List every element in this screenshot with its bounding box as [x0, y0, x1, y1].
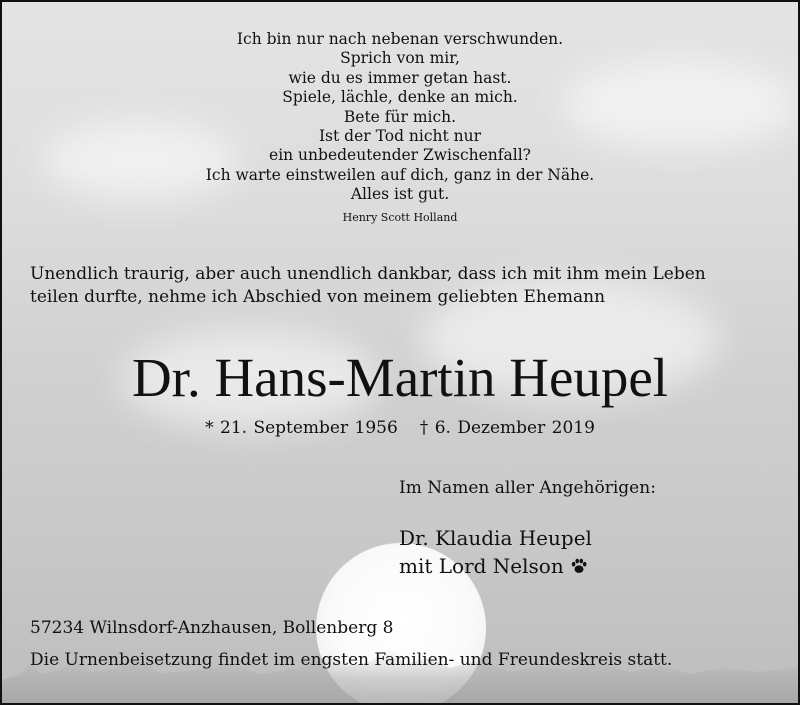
intro-line: Unendlich traurig, aber auch unendlich dankbar, dass ich mit ihm mein Leben — [30, 264, 706, 284]
intro-line: teilen durfte, nehme ich Abschied von meinem geliebten Ehemann — [30, 287, 606, 307]
signer-companion: mit Lord Nelson — [399, 554, 564, 578]
paw-print-icon — [570, 554, 588, 582]
poem-line: Ich warte einstweilen auf dich, ganz in der Nähe. — [205, 165, 595, 184]
poem-author: Henry Scott Holland — [342, 210, 458, 224]
poem-line: Bete für mich. — [343, 107, 457, 126]
poem-line: Ich bin nur nach nebenan verschwunden. — [236, 30, 564, 48]
deceased-name: Dr. Hans-Martin Heupel — [131, 347, 669, 408]
poem-line: Alles ist gut. — [350, 185, 450, 204]
poem — [0, 30, 800, 224]
birth-date: * 21. September 1956 — [205, 418, 398, 438]
signer-intro: Im Namen aller Angehörigen: — [399, 478, 656, 498]
poem-line: Ist der Tod nicht nur — [318, 127, 482, 146]
address: 57234 Wilnsdorf-Anzhausen, Bollenberg 8 — [30, 618, 394, 638]
poem-line: ein unbedeutender Zwischenfall? — [269, 146, 531, 165]
signer-block — [399, 524, 592, 582]
signer-name: Dr. Klaudia Heupel — [399, 526, 592, 550]
poem-line: Sprich von mir, — [340, 49, 460, 68]
poem-line: Spiele, lächle, denke an mich. — [282, 88, 518, 107]
death-date: † 6. Dezember 2019 — [419, 418, 595, 438]
signer-with-line — [399, 552, 592, 582]
burial-notice: Die Urnenbeisetzung findet im engsten Familien- und Freundeskreis statt. — [30, 650, 673, 670]
poem-line: wie du es immer getan hast. — [288, 68, 512, 87]
intro-text — [30, 263, 770, 309]
life-dates — [0, 418, 800, 438]
